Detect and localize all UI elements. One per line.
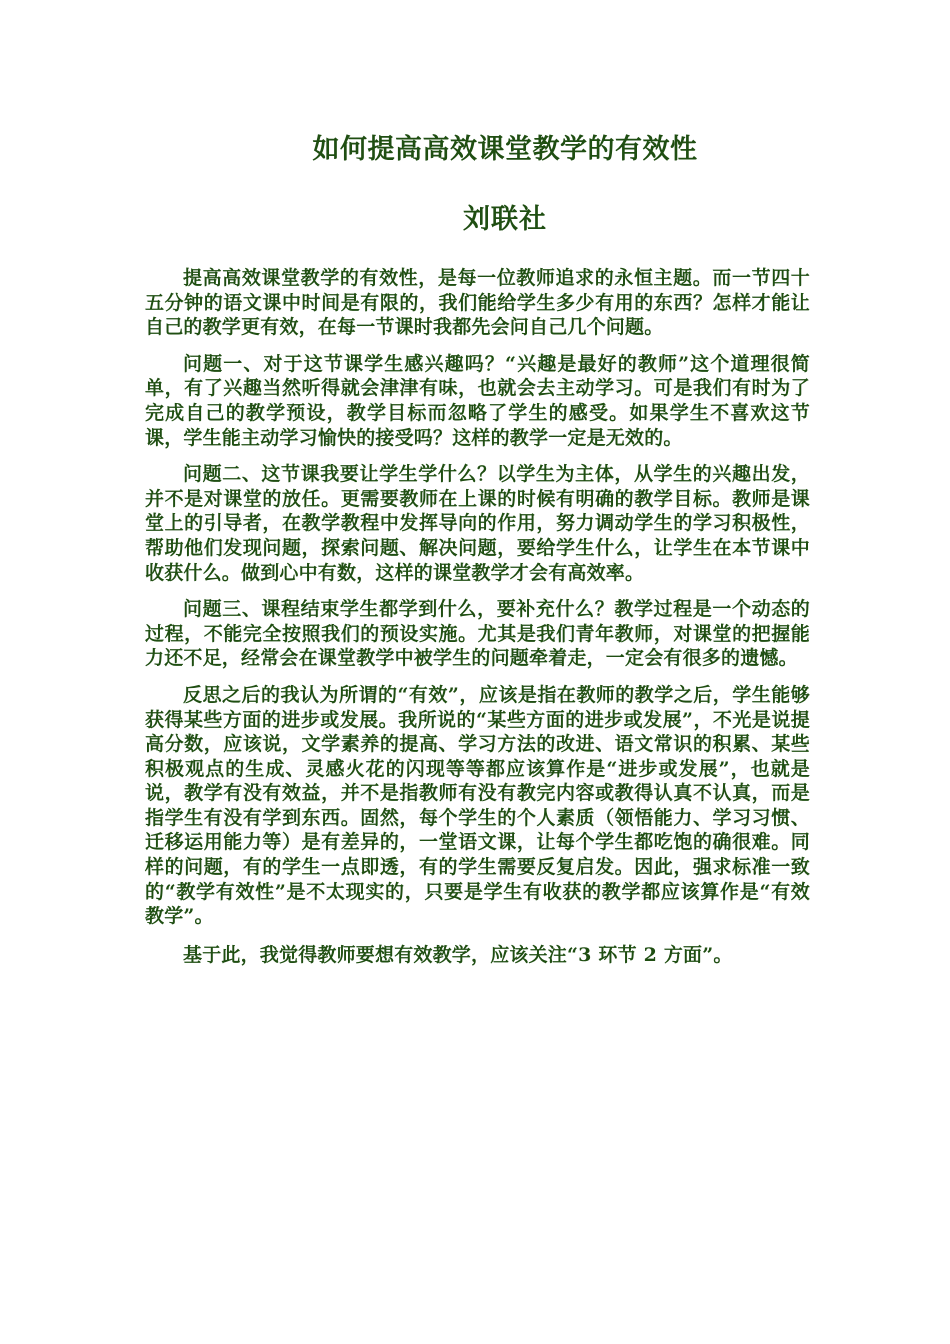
- paragraph-question-three: 问题三、课程结束学生都学到什么，要补充什么？教学过程是一个动态的过程，不能完全按照我们的预设实施。尤其是我们青年教师，对课堂的把握能力还不足，经常会在课堂教学中被学生的问题牵着走，一定会有很多的遗憾。: [145, 598, 810, 670]
- paragraph-reflection: 反思之后的我认为所谓的“有效”，应该是指在教师的教学之后，学生能够获得某些方面的进步或发展。我所说的“某些方面的进步或发展”，不光是说提高分数，应该说，文学素养的提高、学习方法的改进、语文常识的积累、某些积极观点的生成、灵感火花的闪现等等都应该算作是“进步或发展”，也就是说，教学有没有效益，并不是指教师有没有教完内容或教得认真不认真，而是指学生有没有学到东西。固然，每个学生的个人素质（领悟能力、学习习惯、迁移运用能力等）是有差异的，一堂语文课，让每个学生都吃饱的确很难。同样的问题，有的学生一点即透，有的学生需要反复启发。因此，强求标准一致的“教学有效性”是不太现实的，只要是学生有收获的教学都应该算作是“有效教学”。: [145, 683, 810, 928]
- document-title: 如何提高高效课堂教学的有效性: [312, 134, 698, 165]
- document-body: [145, 266, 810, 979]
- paragraph-intro: 提高高效课堂教学的有效性，是每一位教师追求的永恒主题。而一节四十五分钟的语文课中时间是有限的，我们能给学生多少有用的东西？怎样才能让自己的教学更有效，在每一节课时我都先会问自己几个问题。: [145, 267, 810, 339]
- paragraph-question-two: 问题二、这节课我要让学生学什么？以学生为主体，从学生的兴趣出发，并不是对课堂的放任。更需要教师在上课的时候有明确的教学目标。教师是课堂上的引导者，在教学教程中发挥导向的作用，努力调动学生的学习积极性，帮助他们发现问题，探索问题、解决问题，要给学生什么，让学生在本节课中收获什么。做到心中有数，这样的课堂教学才会有高效率。: [145, 463, 810, 584]
- paragraph-conclusion: 基于此，我觉得教师要想有效教学，应该关注“3 环节 2 方面”。: [183, 943, 733, 966]
- paragraph-question-one: 问题一、对于这节课学生感兴趣吗？“兴趣是最好的教师”这个道理很简单，有了兴趣当然听得就会津津有味，也就会去主动学习。可是我们有时为了完成自己的教学预设，教学目标而忽略了学生的感受。如果学生不喜欢这节课，学生能主动学习愉快的接受吗？这样的教学一定是无效的。: [145, 352, 810, 449]
- document-author: 刘联社: [463, 204, 547, 235]
